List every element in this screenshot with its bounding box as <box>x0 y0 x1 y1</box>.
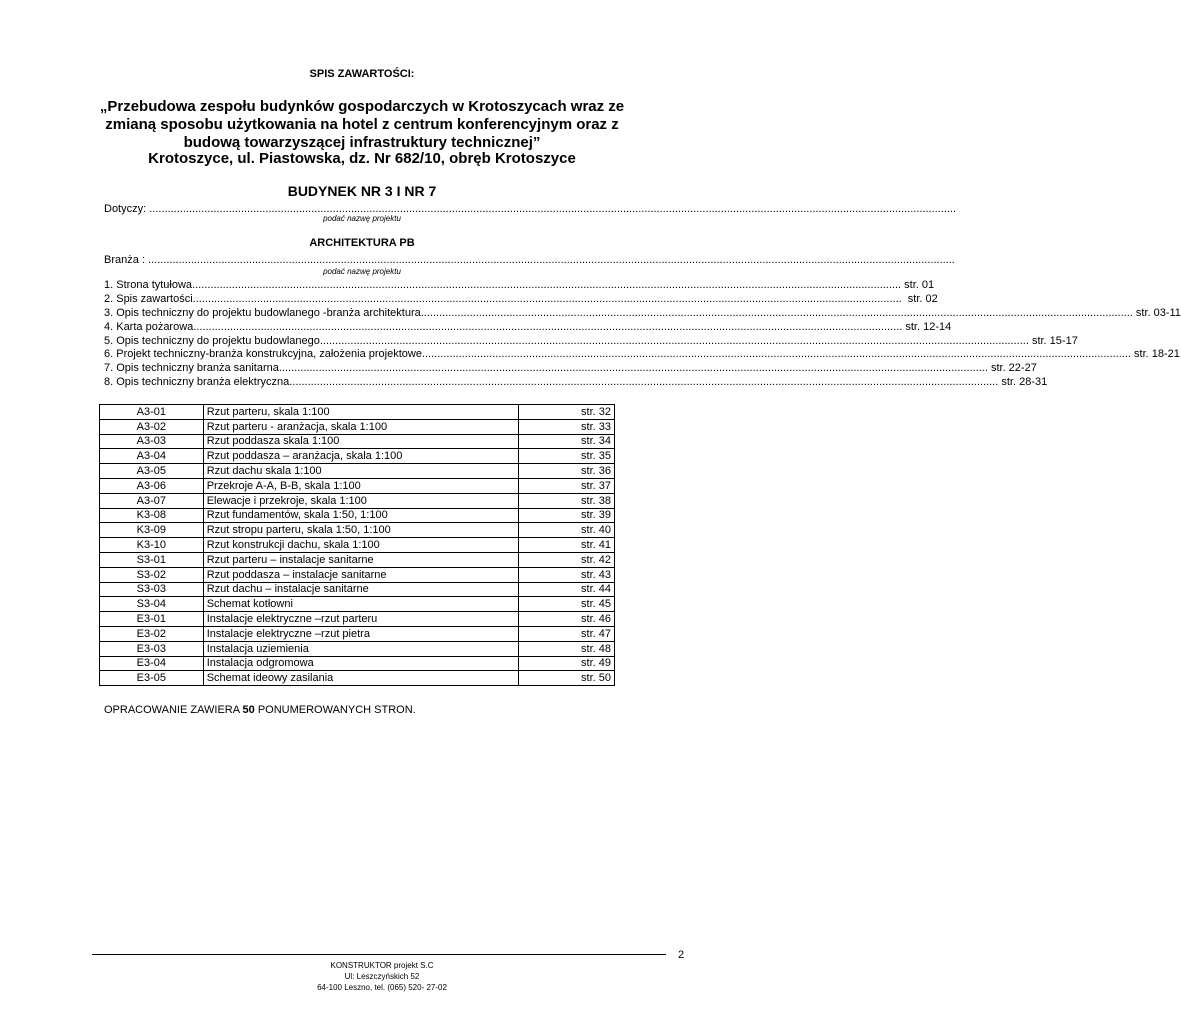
table-row <box>100 552 615 567</box>
toc-row <box>104 306 1181 321</box>
toc-label: 7. Opis techniczny branża sanitarna <box>104 362 279 375</box>
drawing-name: Instalacje elektryczne –rzut parteru <box>203 612 519 627</box>
drawing-page: str. 39 <box>519 508 615 523</box>
table-row <box>100 626 615 641</box>
drawing-name: Elewacje i przekroje, skala 1:100 <box>203 493 519 508</box>
branza-label: Branża : <box>104 254 149 266</box>
table-of-contents <box>104 279 1181 390</box>
table-row <box>100 671 615 686</box>
branza-field <box>104 254 628 266</box>
drawing-page: str. 45 <box>519 597 615 612</box>
toc-label: 1. Strona tytułowa <box>104 279 193 291</box>
table-row <box>100 538 615 553</box>
summary-prefix: OPRACOWANIE ZAWIERA <box>104 704 243 716</box>
drawings-table-body <box>100 405 615 686</box>
footer-address: Ul: Leszczyńskich 52 <box>344 972 420 981</box>
table-row <box>100 508 615 523</box>
drawing-page: str. 37 <box>519 478 615 493</box>
table-row <box>100 612 615 627</box>
drawing-code: A3-01 <box>100 405 204 420</box>
drawing-name: Rzut poddasza skala 1:100 <box>203 434 519 449</box>
drawing-code: S3-01 <box>100 552 204 567</box>
drawing-code: K3-10 <box>100 538 204 553</box>
project-title <box>0 98 724 152</box>
toc-row <box>104 334 1078 349</box>
drawing-name: Rzut parteru, skala 1:100 <box>203 405 519 420</box>
toc-leader-dots <box>289 376 998 390</box>
summary-count: 50 <box>242 704 255 716</box>
toc-row <box>104 292 938 307</box>
drawing-name: Rzut poddasza – aranżacja, skala 1:100 <box>203 449 519 464</box>
table-row <box>100 478 615 493</box>
drawing-page: str. 32 <box>519 405 615 420</box>
table-row <box>100 523 615 538</box>
drawing-code: A3-06 <box>100 478 204 493</box>
toc-label: 2. Spis zawartości <box>104 292 193 305</box>
toc-label: 4. Karta pożarowa <box>104 320 194 333</box>
footer-company: KONSTRUKTOR projekt S.C <box>330 961 434 970</box>
footer-contact: 64-100 Leszno, tel. (065) 520- 27-02 <box>317 983 447 992</box>
drawing-code: A3-07 <box>100 493 204 508</box>
toc-leader-dots <box>192 279 901 293</box>
toc-page: str. 28-31 <box>998 376 1048 389</box>
contents-heading: SPIS ZAWARTOŚCI: <box>309 68 415 80</box>
drawing-name: Rzut dachu – instalacje sanitarne <box>203 582 519 597</box>
drawing-name: Rzut fundamentów, skala 1:50, 1:100 <box>203 508 519 523</box>
drawing-name: Rzut konstrukcji dachu, skala 1:100 <box>203 538 519 553</box>
toc-page: str. 03-11 <box>1132 306 1181 319</box>
toc-label: 5. Opis techniczny do projektu budowlanego <box>104 334 320 347</box>
drawing-page: str. 43 <box>519 567 615 582</box>
drawing-page: str. 46 <box>519 612 615 627</box>
drawing-name: Rzut parteru – instalacje sanitarne <box>203 552 519 567</box>
toc-page: str. 02 <box>901 292 938 305</box>
drawing-page: str. 41 <box>519 538 615 553</box>
project-name-hint: podać nazwę projektu <box>323 214 401 223</box>
toc-row <box>104 348 1180 362</box>
toc-page: str. 01 <box>901 279 935 291</box>
toc-page: str. 15-17 <box>1028 334 1078 347</box>
building-heading: BUDYNEK NR 3 I NR 7 <box>287 183 437 199</box>
project-title-line: budową towarzyszącej infrastruktury technicznej” <box>183 134 541 151</box>
drawing-code: S3-03 <box>100 582 204 597</box>
drawing-name: Schemat kotłowni <box>203 597 519 612</box>
drawing-page: str. 50 <box>519 671 615 686</box>
drawing-code: A3-05 <box>100 464 204 479</box>
drawing-name: Rzut stropu parteru, skala 1:50, 1:100 <box>203 523 519 538</box>
drawing-code: K3-08 <box>100 508 204 523</box>
toc-leader-dots <box>320 335 1029 349</box>
toc-leader-dots <box>279 362 988 376</box>
toc-leader-dots <box>193 321 902 335</box>
table-row <box>100 641 615 656</box>
toc-label: 3. Opis techniczny do projektu budowlanego -branża architektura. <box>104 306 424 319</box>
drawing-page: str. 48 <box>519 641 615 656</box>
drawing-page: str. 40 <box>519 523 615 538</box>
page-number: 2 <box>678 949 685 961</box>
toc-leader-dots <box>193 293 902 307</box>
toc-page: str. 18-21 <box>1130 348 1180 361</box>
dotyczy-label: Dotyczy: <box>104 203 150 215</box>
drawings-table <box>99 404 615 686</box>
table-row <box>100 656 615 671</box>
drawing-code: E3-02 <box>100 626 204 641</box>
table-row <box>100 405 615 420</box>
drawing-page: str. 36 <box>519 464 615 479</box>
table-row <box>100 464 615 479</box>
toc-leader-dots <box>424 307 1133 321</box>
drawing-code: K3-09 <box>100 523 204 538</box>
project-location: Krotoszyce, ul. Piastowska, dz. Nr 682/10, obręb Krotoszyce <box>148 150 576 167</box>
toc-row <box>104 279 935 293</box>
drawing-page: str. 38 <box>519 493 615 508</box>
drawing-name: Instalacja odgromowa <box>203 656 519 671</box>
drawing-page: str. 34 <box>519 434 615 449</box>
table-row <box>100 582 615 597</box>
footer-divider <box>92 954 666 955</box>
toc-page: str. 22-27 <box>987 362 1037 375</box>
toc-row <box>104 376 1048 390</box>
drawing-name: Instalacja uziemienia <box>203 641 519 656</box>
drawing-name: Instalacje elektryczne –rzut pietra <box>203 626 519 641</box>
toc-label: 6. Projekt techniczny-branża konstrukcyjna, założenia projektowe <box>104 348 422 361</box>
discipline-heading: ARCHITEKTURA PB <box>309 237 415 249</box>
toc-label: 8. Opis techniczny branża elektryczna <box>104 376 290 389</box>
page-count-summary <box>104 704 416 716</box>
drawing-code: S3-04 <box>100 597 204 612</box>
drawing-name: Rzut parteru - aranżacja, skala 1:100 <box>203 419 519 434</box>
drawing-code: E3-04 <box>100 656 204 671</box>
table-row <box>100 419 615 434</box>
summary-suffix: PONUMEROWANYCH STRON. <box>254 704 416 716</box>
table-row <box>100 434 615 449</box>
drawing-code: E3-05 <box>100 671 204 686</box>
project-name-hint: podać nazwę projektu <box>323 267 401 276</box>
table-row <box>100 567 615 582</box>
drawing-code: E3-01 <box>100 612 204 627</box>
drawing-code: A3-02 <box>100 419 204 434</box>
table-row <box>100 449 615 464</box>
drawing-code: E3-03 <box>100 641 204 656</box>
table-row <box>100 493 615 508</box>
project-title-line: „Przebudowa zespołu budynków gospodarczych w Krotoszycach wraz ze <box>99 98 625 115</box>
drawing-page: str. 42 <box>519 552 615 567</box>
drawing-page: str. 35 <box>519 449 615 464</box>
drawing-page: str. 47 <box>519 626 615 641</box>
toc-leader-dots <box>422 348 1131 362</box>
drawing-code: A3-04 <box>100 449 204 464</box>
toc-row <box>104 320 952 335</box>
drawing-name: Przekroje A-A, B-B, skala 1:100 <box>203 478 519 493</box>
project-title-line: zmianą sposobu użytkowania na hotel z centrum konferencyjnym oraz z <box>105 116 619 133</box>
drawing-name: Rzut poddasza – instalacje sanitarne <box>203 567 519 582</box>
drawing-name: Rzut dachu skala 1:100 <box>203 464 519 479</box>
toc-page: str. 12-14 <box>902 320 952 333</box>
drawing-page: str. 44 <box>519 582 615 597</box>
toc-row <box>104 362 1037 376</box>
drawing-name: Schemat ideowy zasilania <box>203 671 519 686</box>
drawing-page: str. 49 <box>519 656 615 671</box>
drawing-code: A3-03 <box>100 434 204 449</box>
table-row <box>100 597 615 612</box>
drawing-page: str. 33 <box>519 419 615 434</box>
drawing-code: S3-02 <box>100 567 204 582</box>
